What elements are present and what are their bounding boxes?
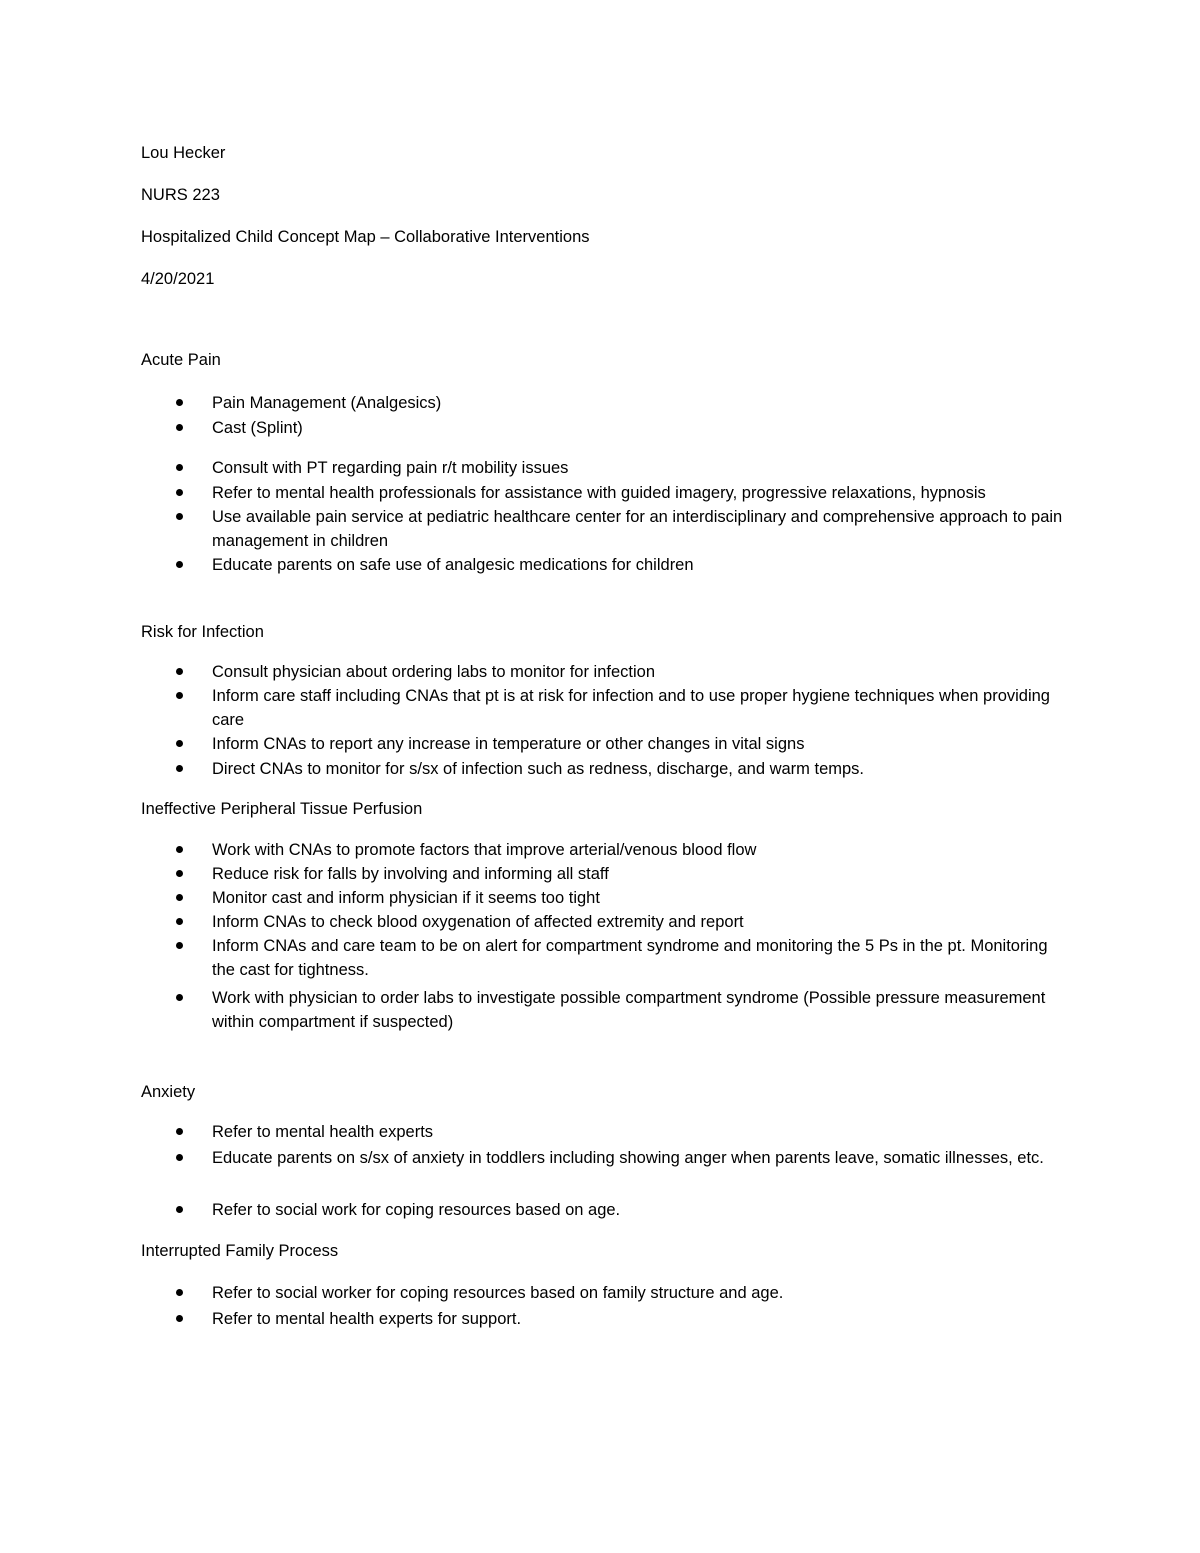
bullet-icon xyxy=(176,424,183,431)
list-item: Refer to mental health professionals for assistance with guided imagery, progressive relaxations, hypnosis xyxy=(212,484,986,502)
list-item: Inform CNAs to check blood oxygenation of affected extremity and report xyxy=(212,913,744,931)
list-item: Refer to mental health experts xyxy=(212,1123,434,1141)
list-item: Inform CNAs to report any increase in temperature or other changes in vital signs xyxy=(212,735,805,753)
list-item: Inform care staff including CNAs that pt is at risk for infection and to use proper hygiene techniques when providing care xyxy=(212,687,1050,729)
bullet-icon xyxy=(176,846,183,853)
bullet-icon xyxy=(176,1206,183,1213)
bullet-icon xyxy=(176,918,183,925)
bullet-icon xyxy=(176,1128,183,1135)
document-title: Hospitalized Child Concept Map – Collaborative Interventions xyxy=(141,228,590,246)
list-item: Monitor cast and inform physician if it seems too tight xyxy=(212,889,600,907)
list-item: Reduce risk for falls by involving and informing all staff xyxy=(212,865,609,883)
section-heading-anxiety: Anxiety xyxy=(141,1083,196,1101)
list-item: Work with CNAs to promote factors that improve arterial/venous blood flow xyxy=(212,841,757,859)
list-item: Direct CNAs to monitor for s/sx of infection such as redness, discharge, and warm temps. xyxy=(212,760,865,778)
list-item: Work with physician to order labs to investigate possible compartment syndrome (Possible pressure measurement within compartment if suspected) xyxy=(212,989,1046,1031)
bullet-icon xyxy=(176,870,183,877)
document-date: 4/20/2021 xyxy=(141,270,215,288)
bullet-icon xyxy=(176,668,183,675)
list-item: Consult physician about ordering labs to monitor for infection xyxy=(212,663,655,681)
bullet-icon xyxy=(176,692,183,699)
bullet-icon xyxy=(176,399,183,406)
list-item: Educate parents on s/sx of anxiety in toddlers including showing anger when parents leave, somatic illnesses, etc. xyxy=(212,1149,1044,1167)
list-item: Refer to social worker for coping resources based on family structure and age. xyxy=(212,1284,784,1302)
section-heading-acute-pain: Acute Pain xyxy=(141,351,221,369)
course-code: NURS 223 xyxy=(141,186,220,204)
bullet-icon xyxy=(176,513,183,520)
section-heading-risk-for-infection: Risk for Infection xyxy=(141,623,264,641)
bullet-icon xyxy=(176,942,183,949)
list-item: Consult with PT regarding pain r/t mobility issues xyxy=(212,459,569,477)
list-item: Refer to mental health experts for support. xyxy=(212,1310,522,1328)
section-heading-peripheral-tissue-perfusion: Ineffective Peripheral Tissue Perfusion xyxy=(141,800,423,818)
section-heading-interrupted-family-process: Interrupted Family Process xyxy=(141,1242,339,1260)
bullet-icon xyxy=(176,740,183,747)
bullet-icon xyxy=(176,1154,183,1161)
list-item: Refer to social work for coping resources based on age. xyxy=(212,1201,621,1219)
list-item: Inform CNAs and care team to be on alert for compartment syndrome and monitoring the 5 Ps in the pt. Monitoring the cast for tightness. xyxy=(212,937,1048,979)
bullet-icon xyxy=(176,464,183,471)
bullet-icon xyxy=(176,994,183,1001)
bullet-icon xyxy=(176,894,183,901)
list-item: Use available pain service at pediatric healthcare center for an interdisciplinary and comprehensive approach to pain management in children xyxy=(212,508,1063,550)
list-item: Pain Management (Analgesics) xyxy=(212,394,442,412)
list-item: Cast (Splint) xyxy=(212,419,303,437)
bullet-icon xyxy=(176,561,183,568)
bullet-icon xyxy=(176,489,183,496)
list-item: Educate parents on safe use of analgesic medications for children xyxy=(212,556,694,574)
bullet-icon xyxy=(176,1315,183,1322)
author-name: Lou Hecker xyxy=(141,144,226,162)
bullet-icon xyxy=(176,765,183,772)
bullet-icon xyxy=(176,1289,183,1296)
